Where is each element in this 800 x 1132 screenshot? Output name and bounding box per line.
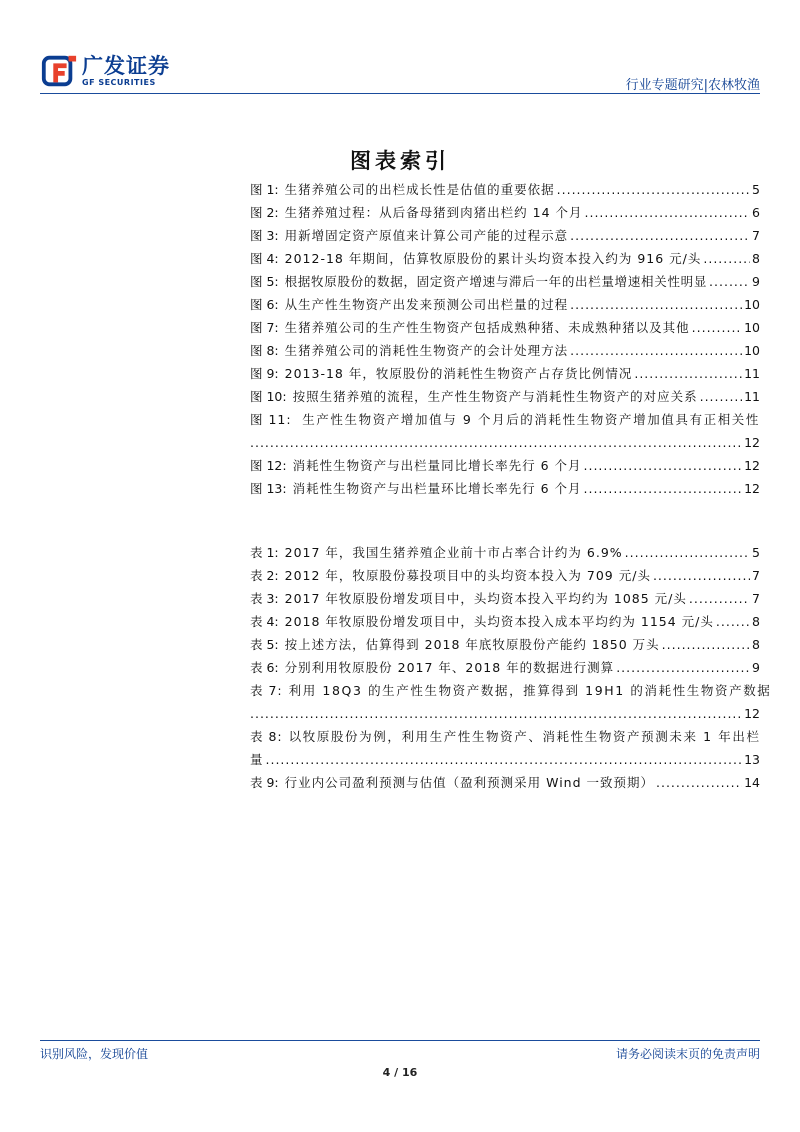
logo-chinese-name: 广发证券 xyxy=(82,53,170,78)
page-header xyxy=(40,52,760,96)
toc-entry[interactable]: 图 3: 用新增固定资产原值来计算公司产能的过程示意 ..... 7 xyxy=(250,224,760,247)
gf-logo-icon xyxy=(40,52,78,90)
toc-entry[interactable]: 表 6: 分别利用牧原股份 2017 年、2018 年的数据进行测算 ..... 9 xyxy=(250,656,760,679)
toc-entry[interactable]: 图 1: 生猪养殖公司的出栏成长性是估值的重要依据 ..... 5 xyxy=(250,178,760,201)
toc-entry[interactable]: 表 2: 2012 年，牧原股份募投项目中的头均资本投入为 709 元/头 ..... 7 xyxy=(250,564,760,587)
toc-entry[interactable]: 表 9: 行业内公司盈利预测与估值（盈利预测采用 Wind 一致预期） ..... 14 xyxy=(250,771,760,794)
toc-entry[interactable]: 图 11: 生产性生物资产增加值与 9 个月后的消耗性生物资产增加值具有正相关性 ..... 12 xyxy=(250,408,760,454)
footer-divider xyxy=(40,1040,760,1041)
footer-slogan: 识别风险，发现价值 xyxy=(40,1047,149,1061)
toc-entry[interactable]: 图 8: 生猪养殖公司的消耗性生物资产的会计处理方法 ..... 10 xyxy=(250,339,760,362)
toc-entry[interactable]: 表 1: 2017 年，我国生猪养殖企业前十市占率合计约为 6.9% ..... 5 xyxy=(250,541,760,564)
logo-english-name: GF SECURITIES xyxy=(82,77,156,87)
toc-entry[interactable]: 图 6: 从生产性生物资产出发来预测公司出栏量的过程 ..... 10 xyxy=(250,293,760,316)
table-index xyxy=(250,541,772,794)
toc-entry[interactable]: 表 8: 以牧原股份为例，利用生产性生物资产、消耗性生物资产预测未来 1 年出栏 量 ..... 13 xyxy=(250,725,760,771)
page-number: 4 / 16 xyxy=(382,1066,418,1079)
toc-entry[interactable]: 图 4: 2012-18 年期间，估算牧原股份的累计头均资本投入约为 916 元/头 ..... 8 xyxy=(250,247,760,270)
toc-entry[interactable]: 表 7: 利用 18Q3 的生产性生物资产数据，推算得到 19H1 的消耗性生物资产数据 ..... 12 xyxy=(250,679,760,725)
toc-entry[interactable]: 表 4: 2018 年牧原股份增发项目中，头均资本投入成本平均约为 1154 元/头 ..... 8 xyxy=(250,610,760,633)
report-type: 行业专题研究|农林牧渔 xyxy=(625,78,760,93)
toc-entry[interactable]: 表 3: 2017 年牧原股份增发项目中，头均资本投入平均约为 1085 元/头 ..... 7 xyxy=(250,587,760,610)
page-title: 图表索引 xyxy=(350,148,450,173)
toc-entry[interactable]: 图 2: 生猪养殖过程：从后备母猪到肉猪出栏约 14 个月 ..... 6 xyxy=(250,201,760,224)
company-logo xyxy=(40,52,170,90)
toc-entry[interactable]: 图 12: 消耗性生物资产与出栏量同比增长率先行 6 个月 ..... 12 xyxy=(250,454,760,477)
footer-disclaimer-note: 请务必阅读末页的免责声明 xyxy=(615,1047,760,1061)
toc-entry[interactable]: 图 9: 2013-18 年，牧原股份的消耗性生物资产占存货比例情况 ..... 11 xyxy=(250,362,760,385)
toc-entry[interactable]: 图 10: 按照生猪养殖的流程，生产性生物资产与消耗性生物资产的对应关系 ..... 11 xyxy=(250,385,760,408)
figure-index xyxy=(250,178,760,500)
toc-entry[interactable]: 图 13: 消耗性生物资产与出栏量环比增长率先行 6 个月 ..... 12 xyxy=(250,477,760,500)
toc-entry[interactable]: 图 7: 生猪养殖公司的生产性生物资产包括成熟种猪、未成熟种猪以及其他 ..... 10 xyxy=(250,316,760,339)
toc-entry[interactable]: 图 5: 根据牧原股份的数据，固定资产增速与滞后一年的出栏量增速相关性明显 ..... 9 xyxy=(250,270,760,293)
toc-entry[interactable]: 表 5: 按上述方法，估算得到 2018 年底牧原股份产能约 1850 万头 ..... 8 xyxy=(250,633,760,656)
header-divider xyxy=(40,93,760,94)
